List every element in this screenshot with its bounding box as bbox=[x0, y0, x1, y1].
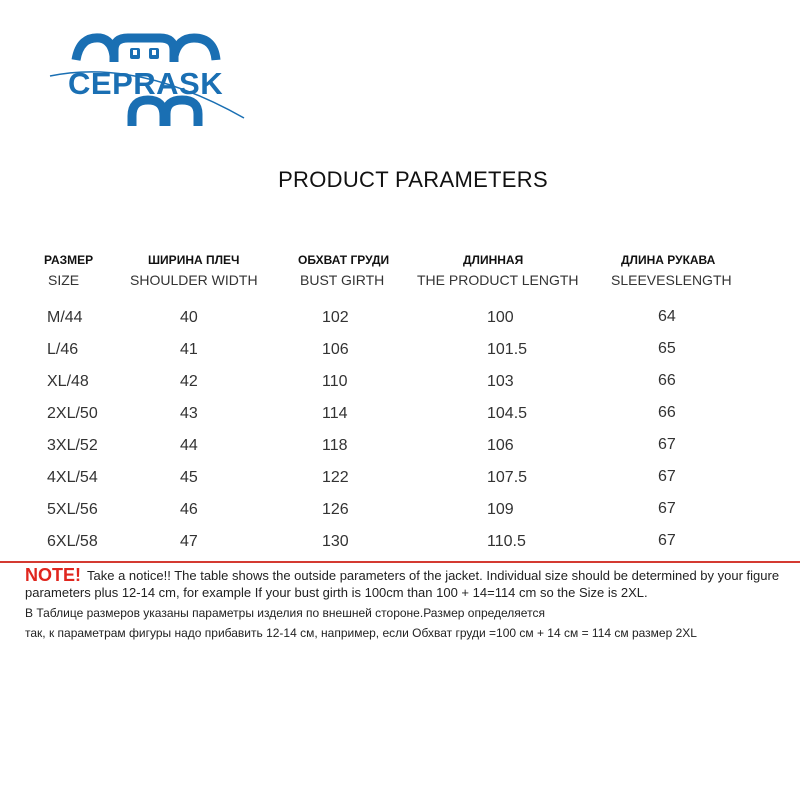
header-length-ru: ДЛИННАЯ bbox=[463, 253, 524, 267]
cell-size: 4XL/54 bbox=[47, 469, 98, 486]
cell-product-length: 100 bbox=[487, 309, 514, 326]
cell-size: XL/48 bbox=[47, 373, 89, 390]
header-bust-en: BUST GIRTH bbox=[300, 272, 385, 288]
cell-shoulder-width: 45 bbox=[180, 469, 198, 486]
cell-size: L/46 bbox=[47, 341, 79, 358]
header-size-ru: РАЗМЕР bbox=[44, 253, 94, 267]
note-text-ru-2: так, к параметрам фигуры надо прибавить 12-14 см, например, если Обхват груди =100 см + 14 см = 114 см размер 2XL bbox=[25, 626, 697, 640]
cell-shoulder-width: 41 bbox=[180, 341, 198, 358]
cell-bust-girth: 110 bbox=[322, 373, 348, 390]
cell-sleeve-length: 67 bbox=[658, 436, 676, 453]
header-length-en: THE PRODUCT LENGTH bbox=[417, 272, 579, 288]
cell-size: 5XL/56 bbox=[47, 501, 98, 518]
header-bust-ru: ОБХВАТ ГРУДИ bbox=[298, 253, 390, 267]
cell-shoulder-width: 40 bbox=[180, 309, 198, 326]
cell-bust-girth: 118 bbox=[322, 437, 348, 454]
header-bust bbox=[298, 250, 389, 290]
cell-sleeve-length: 67 bbox=[658, 468, 676, 485]
header-sleeve bbox=[611, 250, 732, 290]
cell-shoulder-width: 46 bbox=[180, 501, 198, 518]
header-size bbox=[44, 250, 93, 290]
brand-logo bbox=[48, 30, 248, 130]
header-shoulder-ru: ШИРИНА ПЛЕЧ bbox=[148, 253, 240, 267]
note-paragraph bbox=[25, 567, 795, 601]
note-divider bbox=[0, 561, 800, 563]
cell-bust-girth: 130 bbox=[322, 533, 349, 550]
cell-sleeve-length: 64 bbox=[658, 308, 676, 325]
cell-shoulder-width: 42 bbox=[180, 373, 198, 390]
cell-sleeve-length: 66 bbox=[658, 372, 676, 389]
cell-product-length: 101.5 bbox=[487, 341, 528, 358]
cell-sleeve-length: 67 bbox=[658, 532, 676, 549]
cell-size: 2XL/50 bbox=[47, 405, 98, 422]
cell-product-length: 103 bbox=[487, 373, 514, 390]
cell-bust-girth: 126 bbox=[322, 501, 349, 518]
cell-sleeve-length: 67 bbox=[658, 500, 676, 517]
cell-bust-girth: 122 bbox=[322, 469, 349, 486]
header-sleeve-ru: ДЛИНА РУКАВА bbox=[621, 253, 716, 267]
header-shoulder bbox=[130, 250, 258, 290]
header-sleeve-en: SLEEVESLENGTH bbox=[611, 272, 732, 288]
cell-size: 6XL/58 bbox=[47, 533, 98, 550]
cell-shoulder-width: 43 bbox=[180, 405, 198, 422]
cell-product-length: 109 bbox=[487, 501, 514, 518]
cell-size: 3XL/52 bbox=[47, 437, 98, 454]
brand-name: CEPRASK bbox=[68, 66, 224, 101]
cell-shoulder-width: 47 bbox=[180, 533, 198, 550]
cell-shoulder-width: 44 bbox=[180, 437, 198, 454]
cell-product-length: 106 bbox=[487, 437, 514, 454]
cell-sleeve-length: 65 bbox=[658, 340, 676, 357]
header-length bbox=[417, 250, 579, 290]
cell-product-length: 107.5 bbox=[487, 469, 528, 486]
note-label: NOTE! bbox=[25, 565, 81, 585]
cell-bust-girth: 106 bbox=[322, 341, 349, 358]
header-size-en: SIZE bbox=[48, 272, 80, 288]
cell-bust-girth: 114 bbox=[322, 405, 348, 422]
cell-bust-girth: 102 bbox=[322, 309, 349, 326]
cell-sleeve-length: 66 bbox=[658, 404, 676, 421]
note-text-en: Take a notice!! The table shows the outside parameters of the jacket. Individual size should be determined by your figure parameters plus 12-14 cm, for example If your bust girth is 100cm than 100 + 14=114 cm so the Size is 2XL. bbox=[25, 568, 780, 600]
header-shoulder-en: SHOULDER WIDTH bbox=[130, 272, 258, 288]
cell-size: M/44 bbox=[47, 309, 83, 326]
cell-product-length: 110.5 bbox=[487, 533, 526, 550]
page-title: PRODUCT PARAMETERS bbox=[278, 167, 548, 192]
cell-product-length: 104.5 bbox=[487, 405, 528, 422]
note-text-ru-1: В Таблице размеров указаны параметры изделия по внешней стороне.Размер определяется bbox=[25, 606, 545, 620]
